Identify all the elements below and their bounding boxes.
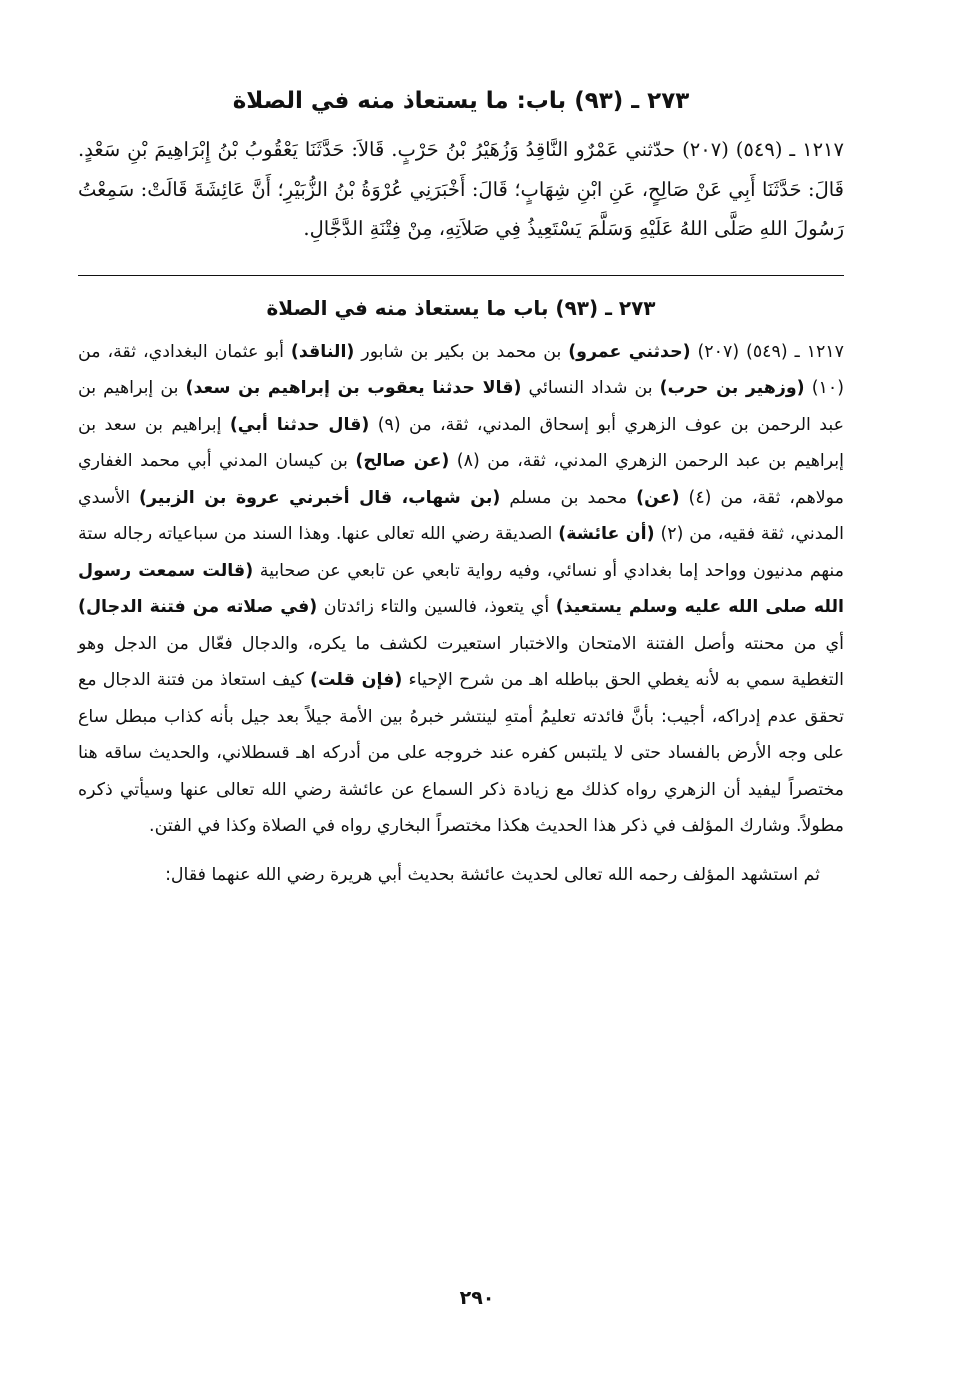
commentary-segment-bold: (بن شهاب، قال أخبرني عروة بن الزبير) [139,487,501,508]
page-number: ٢٩٠ [459,1287,495,1309]
commentary-segment-bold: (الناقد) [290,341,355,362]
commentary-segment: كيف استعاذ من فتنة الدجال مع تحقق عدم إدراكه، أجيب: بأنَّ فائدته تعليمُ أمتهِ لينتشر خبرهُ بين الأمة جيلاً بعد جيل بأنه كذاب مبطل ساع على وجه الأرض بالفساد حتى لا يلتبس كفره عند خروجه على من أدركه اهـ قسطلاني، والحديث ساقه هنا مختصراً ليفيد أن الزهري رواه كذلك مع زيادة ذكر السماع عن عائشة رضي الله تعالى عنها وسيأتي ذكره مطولاً. وشارك المؤلف في ذكر هذا الحديث هكذا مختصراً البخاري رواه في الصلاة وكذا في الفتن. [78,670,844,836]
commentary-segment: الصديقة رضي الله تعالى عنها. وهذا السند من سباعياته رجاله ستة منهم مدنيون وواحد إما بغدادي أو نسائي، وفيه رواية تابعي عن تابعي عن صحابية [78,524,844,581]
commentary-segment-bold: (حدثني عمرو) [568,341,691,362]
commentary-segment: أي من محنته وأصل الفتنة الامتحان والاختبار استعيرت لكشف ما يكره، والدجال فعّال من الدجل وهو التغطية سمي به لأنه يغطي الحق بباطله اهـ من شرح الإحياء [78,633,844,690]
commentary-segment-bold: (عن) [636,487,680,508]
commentary-segment-bold: (أن عائشة) [558,524,655,544]
chapter-title: ٢٧٣ ـ (٩٣) باب: ما يستعاذ منه في الصلاة [232,88,690,114]
hadith-text: ١٢١٧ ـ (٥٤٩) (٢٠٧) حدّثني عَمْرٌو النَّاقِدُ وَزُهَيْرُ بْنُ حَرْبٍ. قَالاَ: حَدَّثَنَا يَعْقُوبُ بْنُ إِبْرَاهِيمَ بْنِ سَعْدٍ. قَالَ: حَدَّثَنَا أَبِي عَنْ صَالِحٍ، عَنِ ابْنِ شِهَابٍ؛ قَالَ: أَخْبَرَنِي عُرْوَةُ بْنُ الزُّبَيْرِ؛ أَنَّ عَائِشَةَ قَالَتْ: سَمِعْتُ رَسُولَ اللهِ صَلَّى اللهُ عَلَيْهِ وَسَلَّمَ يَسْتَعِيذُ فِي صَلاَتِهِ، مِنْ فِتْنَةِ الدَّجَّالِ. [78,138,844,240]
commentary-segment-bold: (قال حدثنا أبي) [229,414,370,435]
commentary-segment: ١٢١٧ ـ (٥٤٩) (٢٠٧) [690,341,844,362]
commentary-segment-bold: (قالا حدثنا يعقوب بن إبراهيم بن سعد) [185,378,522,398]
commentary-segment: الأسدي المدني، ثقة فقيه، من (٢) [78,487,845,544]
commentary-segment: محمد بن مسلم [500,487,637,508]
commentary-segment-bold: (فإن قلت) [310,670,403,690]
section-divider [78,275,844,276]
commentary-segment-bold: (في صلاته من فتنة الدجال) [78,597,318,617]
commentary-segment: بن كيسان المدني أبي محمد الغفاري مولاهم، ثقة، من (٤) [78,451,844,508]
commentary-segment-bold: (وزهير بن حرب) [659,378,805,398]
commentary-text [78,334,844,845]
commentary-segment: بن شداد النسائي [521,378,660,398]
commentary-segment: بن إبراهيم بن عبد الرحمن بن عوف الزهري أبو إسحاق المدني، ثقة، من (٩) [78,378,844,435]
closing-paragraph: ثم استشهد المؤلف رحمه الله تعالى لحديث عائشة بحديث أبي هريرة رضي الله عنهما فقال: [165,864,820,885]
commentary-segment-bold: (عن صالح) [355,451,450,471]
commentary-segment: بن محمد بن بكير بن شابور [354,341,569,362]
commentary-segment: أبو عثمان البغدادي، ثقة، من (١٠) [78,341,844,398]
commentary-title: ٢٧٣ ـ (٩٣) باب ما يستعاذ منه في الصلاة [266,295,656,320]
commentary-segment: أي يتعوذ، فالسين والتاء زائدتان [317,597,556,617]
page-body [78,78,844,893]
commentary-segment-bold: (قالت سمعت رسول الله صلى الله عليه وسلم يستعيذ) [78,560,845,617]
commentary-segment: إبراهيم بن سعد بن إبراهيم بن عبد الرحمن الزهري المدني، ثقة، من (٨) [78,414,844,471]
